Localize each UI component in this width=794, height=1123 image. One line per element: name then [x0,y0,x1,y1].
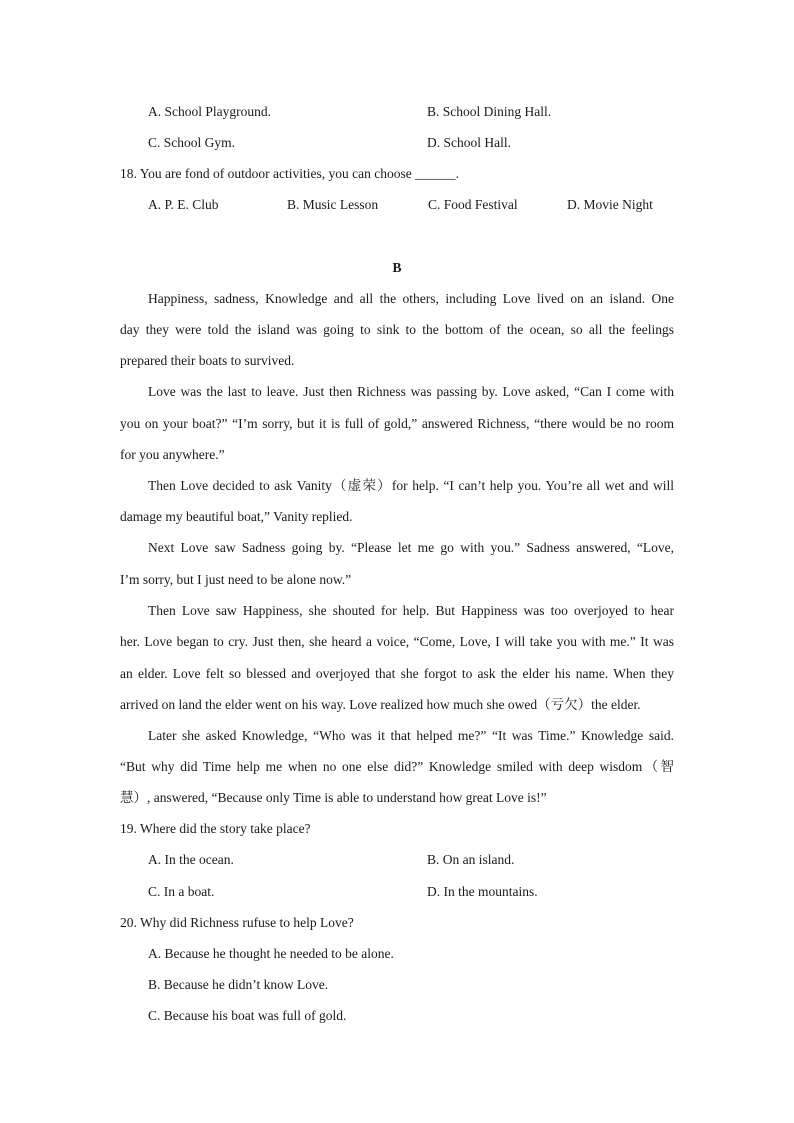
passage-line: her. Love began to cry. Just then, she heard a voice, “Come, Love, I will take you with me.” It was [120,634,674,649]
q19-option-b: B. On an island. [427,852,515,867]
passage-line: Next Love saw Sadness going by. “Please let me go with you.” Sadness answered, “Love, [148,540,674,555]
passage-line: prepared their boats to survived. [120,353,295,368]
q18-option-b: B. Music Lesson [287,197,379,212]
passage-line: arrived on land the elder went on his way. Love realized how much she owed（亏欠）the elder. [120,697,641,712]
q20-option-a: A. Because he thought he needed to be alone. [148,946,394,961]
passage-line: “But why did Time help me when no one else did?” Knowledge smiled with deep wisdom（智 [120,759,674,774]
passage-line: an elder. Love felt so blessed and overjoyed that she forgot to ask the elder his name. When they [120,666,674,681]
q18-option-a: A. P. E. Club [148,197,219,212]
q19-option-c: C. In a boat. [148,884,215,899]
passage-line: I’m sorry, but I just need to be alone now.” [120,572,352,587]
q17-option-d: D. School Hall. [427,135,511,150]
passage-line: damage my beautiful boat,” Vanity replied. [120,509,353,524]
passage-line: for you anywhere.” [120,447,225,462]
q19-option-a: A. In the ocean. [148,852,234,867]
section-heading: B [392,260,402,275]
passage-line: Then Love decided to ask Vanity（虚荣）for help. “I can’t help you. You’re all wet and will [148,478,674,493]
q20-stem: 20. Why did Richness rufuse to help Love? [120,915,354,930]
q19-stem: 19. Where did the story take place? [120,821,311,836]
passage-line: Happiness, sadness, Knowledge and all the others, including Love lived on an island. One [148,291,674,306]
passage-line: you on your boat?” “I’m sorry, but it is full of gold,” answered Richness, “there would be no room [120,416,674,431]
passage-line: Then Love saw Happiness, she shouted for help. But Happiness was too overjoyed to hear [148,603,674,618]
passage-line: 慧）, answered, “Because only Time is able to understand how great Love is!” [120,790,547,805]
q19-option-d: D. In the mountains. [427,884,538,899]
q17-option-c: C. School Gym. [148,135,236,150]
q17-option-a: A. School Playground. [148,104,271,119]
q20-option-b: B. Because he didn’t know Love. [148,977,329,992]
passage-line: day they were told the island was going to sink to the bottom of the ocean, so all the feelings [120,322,674,337]
q18-stem: 18. You are fond of outdoor activities, you can choose ______. [120,166,459,181]
passage-line: Later she asked Knowledge, “Who was it that helped me?” “It was Time.” Knowledge said. [148,728,674,743]
passage-line: Love was the last to leave. Just then Richness was passing by. Love asked, “Can I come with [148,384,674,399]
q20-option-c: C. Because his boat was full of gold. [148,1008,347,1023]
q18-option-d: D. Movie Night [567,197,653,212]
q18-option-c: C. Food Festival [428,197,518,212]
q17-option-b: B. School Dining Hall. [427,104,552,119]
